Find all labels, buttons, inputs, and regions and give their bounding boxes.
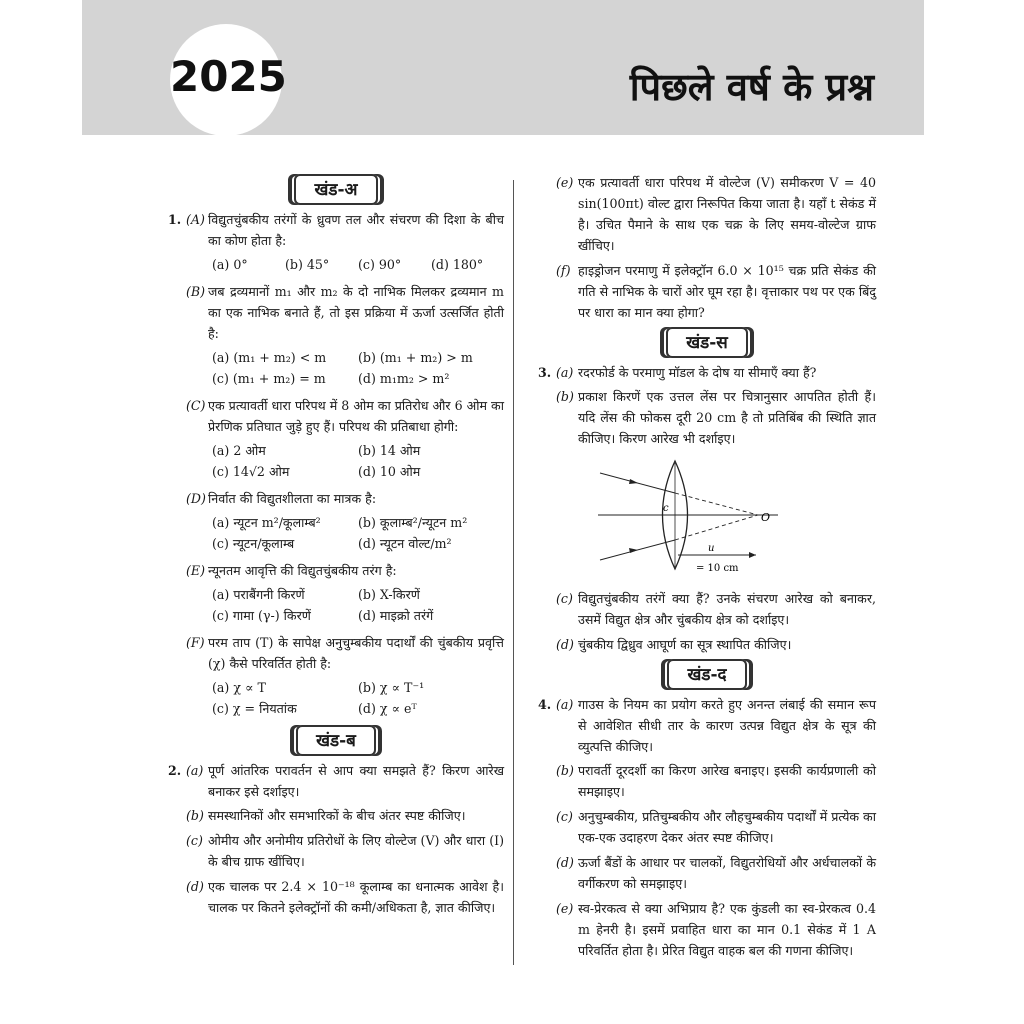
part-label: (c) xyxy=(186,833,203,848)
question-text: गाउस के नियम का प्रयोग करते हुए अनन्त लंबाई की समान रूप से आवेशित सीधी तार के कारण उत्पन्न विद्युत क्षेत्र के सूत्र की व्युत्पत्ति कीजिए। xyxy=(578,697,876,754)
question-2d xyxy=(168,876,504,918)
question-text: विद्युतचुंबकीय तरंगों के ध्रुवण तल और संचरण की दिशा के बीच का कोण होता है: xyxy=(208,212,504,248)
year-text: 2025 xyxy=(170,52,287,101)
point-o-label: O xyxy=(761,511,771,524)
option: (c) 14√2 ओम xyxy=(212,464,290,479)
part-label: (e) xyxy=(556,901,574,916)
options xyxy=(168,347,504,389)
page-title: पिछले वर्ष के प्रश्न xyxy=(629,65,874,109)
option: (a) χ ∝ T xyxy=(212,680,266,695)
lens-center-label: c xyxy=(663,503,669,514)
part-label: (c) xyxy=(556,591,573,606)
question-text: न्यूनतम आवृत्ति की विद्युतचुंबकीय तरंग है: xyxy=(208,563,397,578)
options xyxy=(168,677,504,719)
question-text: हाइड्रोजन परमाणु में इलेक्ट्रॉन 6.0 × 10¹⁵ चक्र प्रति सेकंड की गति से नाभिक के चारों ओर घूम रहा है। वृत्ताकार पथ पर एक बिंदु पर धारा का मान क्या होगा? xyxy=(578,263,876,320)
part-label: (a) xyxy=(556,697,574,712)
question-2b xyxy=(168,805,504,826)
option: (a) पराबैंगनी किरणें xyxy=(212,587,305,602)
right-column xyxy=(538,172,876,965)
question-text: प्रकाश किरणें एक उत्तल लेंस पर चित्रानुसार आपतित होती हैं। यदि लेंस की फोकस दूरी 20 cm है तो प्रतिबिंब की स्थिति ज्ञात कीजिए। किरण आरेख भी दर्शाइए। xyxy=(578,389,876,446)
question-text: जब द्रव्यमानों m₁ और m₂ के दो नाभिक मिलकर द्रव्यमान m का एक नाभिक बनाते हैं, तो इस प्रक्रिया में ऊर्जा उत्सर्जित होती है: xyxy=(208,284,504,341)
part-label: (d) xyxy=(556,637,574,652)
question-text: समस्थानिकों और समभारिकों के बीच अंतर स्पष्ट कीजिए। xyxy=(208,808,466,823)
question-number: 3. xyxy=(538,365,552,380)
question-text: एक चालक पर 2.4 × 10⁻¹⁸ कूलाम्ब का धनात्मक आवेश है। चालक पर कितने इलेक्ट्रॉनों की कमी/अधिकता है, ज्ञात कीजिए। xyxy=(208,879,504,915)
question-4d xyxy=(538,852,876,894)
question-text: परम ताप (T) के सापेक्ष अनुचुम्बकीय पदार्थों की चुंबकीय प्रवृत्ति (χ) कैसे परिवर्तित होती है: xyxy=(208,635,504,671)
option: (b) (m₁ + m₂) > m xyxy=(358,350,473,365)
option: (b) कूलाम्ब²/न्यूटन m² xyxy=(358,515,468,530)
question-text: ऊर्जा बैंडों के आधार पर चालकों, विद्युतरोधियों और अर्धचालकों के वर्गीकरण को समझाइए। xyxy=(578,855,876,891)
section-heading-a: खंड-अ xyxy=(294,174,377,205)
question-3d xyxy=(538,634,876,655)
question-2f xyxy=(538,260,876,323)
question-1b xyxy=(168,281,504,344)
option: (d) m₁m₂ > m² xyxy=(358,371,450,386)
part-label: (b) xyxy=(556,763,574,778)
option: (a) 2 ओम xyxy=(212,443,266,458)
part-label: (c) xyxy=(556,809,573,824)
question-3c xyxy=(538,588,876,630)
question-2a xyxy=(168,760,504,802)
section-heading-d: खंड-द xyxy=(667,659,746,690)
question-text: परावर्ती दूरदर्शी का किरण आरेख बनाइए। इसकी कार्यप्रणाली को समझाइए। xyxy=(578,763,876,799)
option: (b) 14 ओम xyxy=(358,443,421,458)
question-text: एक प्रत्यावर्ती धारा परिपथ में 8 ओम का प्रतिरोध और 6 ओम का प्रेरणिक प्रतिघात जुड़े हुए हैं। परिपथ की प्रतिबाधा होगी: xyxy=(208,398,504,434)
options xyxy=(168,254,504,275)
question-text: विद्युतचुंबकीय तरंगें क्या हैं? उनके संचरण आरेख को बनाकर, उसमें विद्युत क्षेत्र और चुंबकीय क्षेत्र को दर्शाइए। xyxy=(578,591,876,627)
question-4e xyxy=(538,898,876,961)
lens-ray-diagram xyxy=(578,453,876,584)
option: (d) माइक्रो तरंगें xyxy=(358,608,434,623)
part-label: (B) xyxy=(186,284,206,299)
question-1f xyxy=(168,632,504,674)
question-number: 1. xyxy=(168,212,182,227)
options xyxy=(168,512,504,554)
lens-diagram-svg xyxy=(578,453,778,578)
arrow-head-bottom xyxy=(629,548,638,553)
question-1c xyxy=(168,395,504,437)
option: (a) 0° xyxy=(212,257,248,272)
option: (d) 180° xyxy=(431,257,484,272)
question-text: रदरफोर्ड के परमाणु मॉडल के दोष या सीमाएँ क्या हैं? xyxy=(578,365,817,380)
part-label: (a) xyxy=(186,763,204,778)
question-1d xyxy=(168,488,504,509)
distance-arrow-head xyxy=(749,552,756,558)
question-text: ओमीय और अनोमीय प्रतिरोधों के लिए वोल्टेज (V) और धारा (I) के बीच ग्राफ खींचिए। xyxy=(208,833,504,869)
part-label: (E) xyxy=(186,563,206,578)
options xyxy=(168,440,504,482)
question-text: अनुचुम्बकीय, प्रतिचुम्बकीय और लौहचुम्बकीय पदार्थों में प्रत्येक का एक-एक उदाहरण देकर अंतर स्पष्ट कीजिए। xyxy=(578,809,876,845)
part-label: (a) xyxy=(556,365,574,380)
options xyxy=(168,584,504,626)
question-4b xyxy=(538,760,876,802)
option: (d) 10 ओम xyxy=(358,464,421,479)
part-label: (e) xyxy=(556,175,574,190)
option: (a) न्यूटन m²/कूलाम्ब² xyxy=(212,515,321,530)
part-label: (F) xyxy=(186,635,205,650)
part-label: (b) xyxy=(186,808,204,823)
part-label: (d) xyxy=(556,855,574,870)
question-4c xyxy=(538,806,876,848)
section-heading-b: खंड-ब xyxy=(296,725,376,756)
option: (c) गामा (γ-) किरणें xyxy=(212,608,311,623)
option: (d) χ ∝ eᵀ xyxy=(358,701,417,716)
question-2c xyxy=(168,830,504,872)
option: (b) X-किरणें xyxy=(358,587,420,602)
question-number: 4. xyxy=(538,697,552,712)
part-label: (A) xyxy=(186,212,205,227)
question-3b xyxy=(538,386,876,449)
distance-u-label: u xyxy=(708,543,715,554)
option: (b) χ ∝ T⁻¹ xyxy=(358,680,425,695)
question-number: 2. xyxy=(168,763,182,778)
question-4a xyxy=(538,694,876,757)
question-text: निर्वात की विद्युतशीलता का मात्रक है: xyxy=(208,491,377,506)
part-label: (b) xyxy=(556,389,574,404)
option: (c) 90° xyxy=(358,257,402,272)
part-label: (d) xyxy=(186,879,204,894)
question-text: स्व-प्रेरकत्व से क्या अभिप्राय है? एक कुंडली का स्व-प्रेरकत्व 0.4 m हेनरी है। इसमें प्रवाहित धारा का मान 0.1 सेकंड में 1 A परिवर्तित होता है। प्रेरित विद्युत वाहक बल की गणना कीजिए। xyxy=(578,901,876,958)
part-label: (D) xyxy=(186,491,206,506)
column-divider xyxy=(513,180,514,965)
option: (a) (m₁ + m₂) < m xyxy=(212,350,327,365)
question-text: पूर्ण आंतरिक परावर्तन से आप क्या समझते हैं? किरण आरेख बनाकर इसे दर्शाइए। xyxy=(208,763,504,799)
option: (d) न्यूटन वोल्ट/m² xyxy=(358,536,452,551)
section-heading-s: खंड-स xyxy=(666,327,748,358)
part-label: (f) xyxy=(556,263,571,278)
option: (c) χ = नियतांक xyxy=(212,701,297,716)
left-column xyxy=(168,172,504,922)
distance-value-label: = 10 cm xyxy=(696,563,739,574)
option: (c) (m₁ + m₂) = m xyxy=(212,371,326,386)
question-1a xyxy=(168,209,504,251)
question-1e xyxy=(168,560,504,581)
option: (c) न्यूटन/कूलाम्ब xyxy=(212,536,295,551)
part-label: (C) xyxy=(186,398,206,413)
option: (b) 45° xyxy=(285,257,330,272)
question-text: चुंबकीय द्विध्रुव आघूर्ण का सूत्र स्थापित कीजिए। xyxy=(578,637,792,652)
question-3a xyxy=(538,362,876,383)
question-text: एक प्रत्यावर्ती धारा परिपथ में वोल्टेज (V) समीकरण V = 40 sin(100πt) वोल्ट द्वारा निरूपित किया जाता है। यहाँ t सेकंड में है। उचित पैमाने के साथ एक चक्र के लिए समय-वोल्टेज ग्राफ खींचिए। xyxy=(578,175,876,253)
question-2e xyxy=(538,172,876,256)
